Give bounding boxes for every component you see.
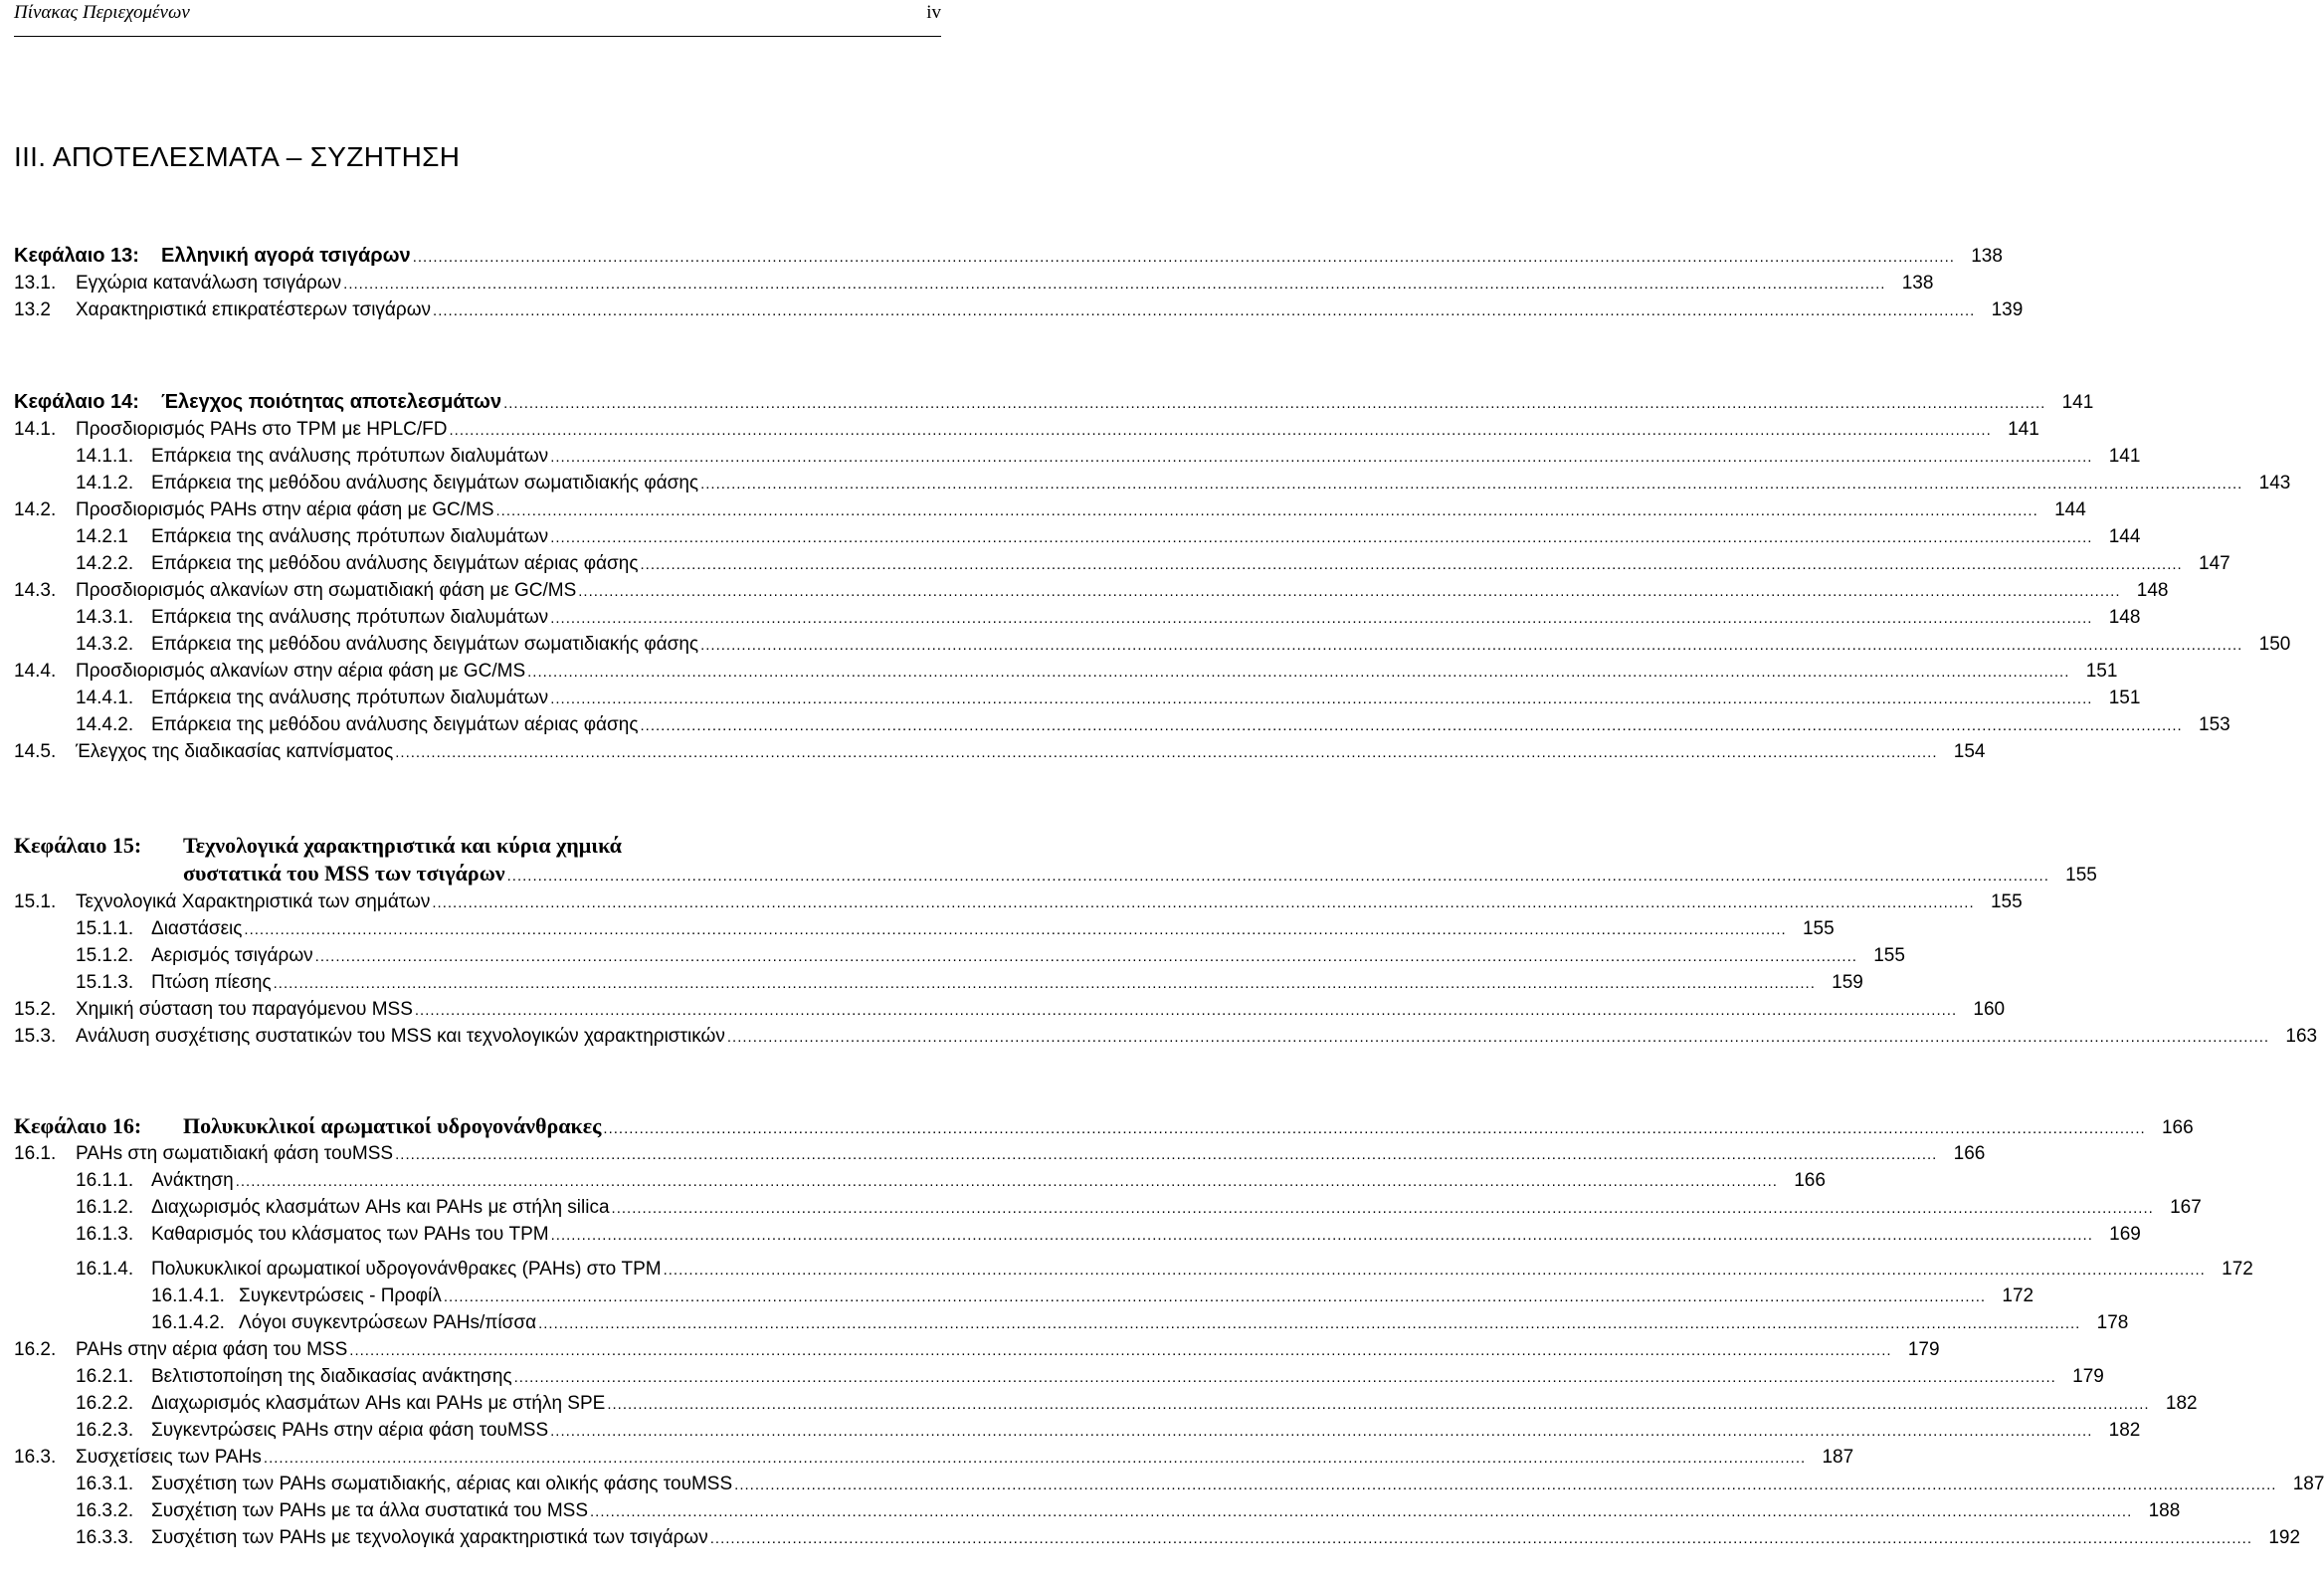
dot-leader: ............................................................................................................................................................................................................................................................................................................ — [663, 1262, 2206, 1279]
dot-leader: ............................................................................................................................................................................................................................................................................................................ — [700, 476, 2243, 493]
toc-entry-title: Εγχώρια κατανάλωση τσιγάρων — [76, 273, 342, 294]
toc-entry-page: 179 — [2072, 1366, 2104, 1387]
toc-entry-title: Πολυκυκλικοί αρωματικοί υδρογονάνθρακες (PAHs) στο TPM — [151, 1259, 662, 1280]
toc-entry-title: Τεχνολογικά χαρακτηριστικά και κύρια χημικά — [183, 833, 622, 858]
toc-entry-number: 14.2.1 — [76, 526, 128, 547]
toc-entry-title: Διαχωρισμός κλασμάτων AHs και PAHs με στήλη SPE — [151, 1393, 606, 1414]
toc-entry-page: 166 — [1794, 1170, 1826, 1191]
toc-entry[interactable] — [14, 243, 2003, 270]
toc-entry-title: Πολυκυκλικοί αρωματικοί υδρογονάνθρακες — [183, 1113, 602, 1138]
toc-entry-page: 155 — [2065, 865, 2097, 886]
header-title: Πίνακας Περιεχομένων — [14, 2, 190, 23]
toc-entry[interactable] — [14, 470, 2291, 496]
toc-entry-page: 187 — [2292, 1474, 2324, 1494]
toc-entry-title: Χαρακτηριστικά επικρατέστερων τσιγάρων — [76, 299, 432, 320]
toc-entry[interactable] — [14, 296, 2024, 323]
dot-leader: ............................................................................................................................................................................................................................................................................................................ — [244, 921, 1787, 938]
toc-entry-number: 16.3. — [14, 1447, 57, 1468]
toc-entry-page: 178 — [2096, 1312, 2129, 1333]
dot-leader: ............................................................................................................................................................................................................................................................................................................ — [443, 1288, 1987, 1305]
dot-leader: ............................................................................................................................................................................................................................................................................................................ — [412, 249, 1955, 266]
toc-entry-page: 143 — [2258, 473, 2291, 493]
toc-entry-number: 15.1.1. — [76, 918, 134, 939]
toc-entry-number: 14.5. — [14, 741, 57, 762]
toc-entry[interactable] — [14, 1023, 2318, 1050]
toc-entry-number: Κεφάλαιο 13: — [14, 245, 139, 267]
toc-entry-number: 16.1.4.2. — [151, 1312, 225, 1333]
toc-entry[interactable] — [14, 711, 2230, 738]
toc-entry-page: 169 — [2109, 1224, 2141, 1245]
toc-entry-title: Τεχνολογικά Χαρακτηριστικά των σημάτων — [76, 891, 431, 912]
toc-entry-number: 14.4.2. — [76, 714, 134, 735]
toc-entry-title: Διαστάσεις — [151, 918, 243, 939]
dot-leader: ............................................................................................................................................................................................................................................................................................................ — [611, 1200, 2154, 1217]
toc-entry[interactable] — [14, 416, 2039, 443]
toc-entry-page: 153 — [2199, 714, 2230, 735]
toc-entry[interactable] — [14, 389, 2094, 416]
dot-leader: ............................................................................................................................................................................................................................................................................................................ — [607, 1396, 2150, 1413]
toc-entry-page: 182 — [2165, 1393, 2198, 1414]
toc-entry-number: Κεφάλαιο 16: — [14, 1113, 142, 1138]
toc-entry-title: Επάρκεια της ανάλυσης πρότυπων διαλυμάτων — [151, 526, 549, 547]
toc-entry-title: Επάρκεια της ανάλυσης πρότυπων διαλυμάτων — [151, 607, 549, 628]
dot-leader: ............................................................................................................................................................................................................................................................................................................ — [349, 1342, 1892, 1359]
toc-entry[interactable] — [14, 577, 2169, 604]
toc-entry-title: Έλεγχος της διαδικασίας καπνίσματος — [76, 741, 394, 762]
dot-leader: ............................................................................................................................................................................................................................................................................................................ — [433, 302, 1976, 319]
toc-entry[interactable] — [14, 523, 2141, 550]
toc-entry-page: 144 — [2054, 499, 2086, 520]
toc-entry-title: Συσχέτιση των PAHs με τεχνολογικά χαρακτηριστικά των τσιγάρων — [151, 1527, 708, 1548]
toc-entry-number: 15.2. — [14, 999, 57, 1020]
toc-entry-number: 14.2. — [14, 499, 57, 520]
toc-entry-title: Καθαρισμός του κλάσματος των PAHs του TPM — [151, 1224, 549, 1245]
toc-entry-title: Επάρκεια της μεθόδου ανάλυσης δειγμάτων αέριας φάσης — [151, 553, 639, 574]
toc-entry-page: 147 — [2199, 553, 2230, 574]
dot-leader: ............................................................................................................................................................................................................................................................................................................ — [590, 1503, 2133, 1520]
toc-entry-title: Ανάκτηση — [151, 1170, 234, 1191]
dot-leader: ............................................................................................................................................................................................................................................................................................................ — [235, 1173, 1778, 1190]
toc-entry-page: 148 — [2108, 607, 2141, 628]
toc-entry-title: Συγκεντρώσεις - Προφίλ — [239, 1285, 442, 1306]
toc-entry-number: 13.2 — [14, 299, 51, 320]
toc-entry[interactable] — [14, 1497, 2181, 1524]
toc-entry-title: Προσδιορισμός αλκανίων στη σωματιδιακή φάση με GC/MS — [76, 580, 577, 601]
dot-leader: ............................................................................................................................................................................................................................................................................................................ — [449, 422, 1992, 439]
toc-entry-number: Κεφάλαιο 14: — [14, 391, 139, 413]
toc-entry-page: 159 — [1832, 972, 1863, 993]
toc-entry-number: 15.1.3. — [76, 972, 134, 993]
toc-entry-number: 14.3.2. — [76, 634, 134, 655]
toc-entry-number: 14.3. — [14, 580, 57, 601]
toc-entry-page: 151 — [2108, 688, 2141, 708]
dot-leader: ............................................................................................................................................................................................................................................................................................................ — [734, 1477, 2277, 1493]
dot-leader: ............................................................................................................................................................................................................................................................................................................ — [550, 610, 2093, 627]
toc-entry-page: 144 — [2108, 526, 2141, 547]
toc-entry[interactable] — [14, 631, 2291, 658]
toc-entry-page: 155 — [1990, 891, 2023, 912]
toc-entry-title: Ανάλυση συσχέτισης συστατικών του MSS και τεχνολογικών χαρακτηριστικών — [76, 1026, 725, 1047]
dot-leader: ............................................................................................................................................................................................................................................................................................................ — [550, 449, 2093, 466]
dot-leader: ............................................................................................................................................................................................................................................................................................................ — [578, 583, 2121, 600]
toc-entry-title: Προσδιορισμός PAHs στην αέρια φάση με GC/MS — [76, 499, 494, 520]
toc-entry-page: 155 — [1873, 945, 1905, 966]
toc-entry-title: Επάρκεια της ανάλυσης πρότυπων διαλυμάτων — [151, 688, 549, 708]
toc-entry[interactable] — [14, 1140, 1986, 1167]
toc-entry-number: 15.1.2. — [76, 945, 134, 966]
toc-entry-page: 166 — [2161, 1117, 2194, 1138]
toc-entry-title: Συσχετίσεις των PAHs — [76, 1447, 262, 1468]
toc-entry-number: Κεφάλαιο 15: — [14, 833, 142, 858]
toc-entry-title: Διαχωρισμός κλασμάτων AHs και PAHs με στήλη silica — [151, 1197, 610, 1218]
dot-leader: ............................................................................................................................................................................................................................................................................................................ — [640, 556, 2183, 573]
dot-leader: ............................................................................................................................................................................................................................................................................................................ — [527, 664, 2070, 681]
dot-leader: ............................................................................................................................................................................................................................................................................................................ — [432, 894, 1975, 911]
toc-entry[interactable] — [14, 685, 2141, 711]
toc-entry-title: Συσχέτιση των PAHs με τα άλλα συστατικά του MSS — [151, 1500, 589, 1521]
toc-entry[interactable] — [14, 942, 1905, 969]
toc-entry-page: 139 — [1991, 299, 2024, 320]
toc-entry-page: 167 — [2170, 1197, 2202, 1218]
toc-entry-page: 141 — [2061, 392, 2094, 413]
toc-entry-number: 16.3.3. — [76, 1527, 134, 1548]
toc-entry[interactable] — [14, 969, 1863, 996]
toc-entry-title: PAHs στην αέρια φάση του MSS — [76, 1339, 348, 1360]
toc-entry-number: 16.2.1. — [76, 1366, 134, 1387]
toc-entry-page: 141 — [2008, 419, 2039, 440]
toc-entry-number: 14.4.1. — [76, 688, 134, 708]
dot-leader: ............................................................................................................................................................................................................................................................................................................ — [538, 1315, 2081, 1332]
toc-entry-page: 172 — [2222, 1259, 2253, 1280]
toc-entry-number: 16.1.4. — [76, 1259, 134, 1280]
toc-entry-page: 151 — [2085, 661, 2118, 682]
toc-entry[interactable] — [14, 1417, 2141, 1444]
toc-entry[interactable] — [14, 1524, 2301, 1551]
toc-entry-number: 15.1. — [14, 891, 57, 912]
dot-leader: ............................................................................................................................................................................................................................................................................................................ — [709, 1530, 2253, 1547]
toc-entry[interactable] — [14, 658, 2118, 685]
toc-entry[interactable] — [14, 1283, 2034, 1309]
toc-entry-number: 14.1. — [14, 419, 57, 440]
dot-leader: ............................................................................................................................................................................................................................................................................................................ — [395, 744, 1938, 761]
dot-leader: ............................................................................................................................................................................................................................................................................................................ — [414, 1002, 1958, 1019]
toc-entry-title: Προσδιορισμός αλκανίων στην αέρια φάση με GC/MS — [76, 661, 526, 682]
toc-entry-page: 160 — [1973, 999, 2006, 1020]
toc-entry[interactable] — [14, 915, 1835, 942]
toc-entry-number: 16.1.3. — [76, 1224, 134, 1245]
toc-entry-number: 16.2. — [14, 1339, 57, 1360]
dot-leader: ............................................................................................................................................................................................................................................................................................................ — [700, 637, 2243, 654]
toc-entry-page: 148 — [2136, 580, 2169, 601]
toc-entry[interactable] — [14, 1256, 2253, 1283]
toc-entry-page: 138 — [1901, 273, 1934, 294]
toc-entry-page: 154 — [1953, 741, 1986, 762]
toc-entry-title: Ελληνική αγορά τσιγάρων — [161, 245, 411, 267]
dot-leader: ............................................................................................................................................................................................................................................................................................................ — [550, 529, 2093, 546]
toc-entry[interactable] — [14, 270, 1934, 296]
toc-entry[interactable] — [14, 1363, 2104, 1390]
dot-leader: ............................................................................................................................................................................................................................................................................................................ — [273, 975, 1816, 992]
toc-entry[interactable] — [14, 832, 941, 859]
toc-entry-title: Επάρκεια της μεθόδου ανάλυσης δειγμάτων αέριας φάσης — [151, 714, 639, 735]
toc-entry[interactable] — [14, 1167, 1826, 1194]
toc-entry-number: 16.1. — [14, 1143, 57, 1164]
toc-entry-number: 16.2.2. — [76, 1393, 134, 1414]
toc-entry-page: 192 — [2268, 1527, 2301, 1548]
toc-entry-title: Συσχέτιση των PAHs σωματιδιακής, αέριας και ολικής φάσης τουMSS — [151, 1474, 733, 1494]
dot-leader: ............................................................................................................................................................................................................................................................................................................ — [726, 1029, 2270, 1046]
toc-entry[interactable] — [14, 1390, 2198, 1417]
toc-entry-number: 16.2.3. — [76, 1420, 134, 1441]
dot-leader: ............................................................................................................................................................................................................................................................................................................ — [263, 1450, 1807, 1467]
toc-entry-title: Λόγοι συγκεντρώσεων PAHs/πίσσα — [239, 1312, 537, 1333]
dot-leader: ............................................................................................................................................................................................................................................................................................................ — [314, 948, 1857, 965]
toc-entry-title: Επάρκεια της μεθόδου ανάλυσης δειγμάτων σωματιδιακής φάσης — [151, 634, 699, 655]
toc-entry[interactable] — [14, 1112, 2194, 1139]
toc-entry-number: 16.1.2. — [76, 1197, 134, 1218]
dot-leader: ............................................................................................................................................................................................................................................................................................................ — [495, 502, 2038, 519]
toc-entry-title: Προσδιορισμός PAHs στο TPM με HPLC/FD — [76, 419, 448, 440]
dot-leader: ............................................................................................................................................................................................................................................................................................................ — [550, 691, 2093, 707]
toc-entry[interactable] — [14, 1221, 2141, 1248]
toc-entry-number: 16.1.4.1. — [151, 1285, 225, 1306]
toc-entry-number: 16.3.1. — [76, 1474, 134, 1494]
toc-entry-page: 188 — [2148, 1500, 2181, 1521]
toc-entry-page: 172 — [2002, 1285, 2034, 1306]
toc-entry-page: 179 — [1907, 1339, 1940, 1360]
toc-entry-number: 14.3.1. — [76, 607, 134, 628]
toc-entry-number: 15.3. — [14, 1026, 57, 1047]
toc-entry[interactable] — [14, 443, 2141, 470]
toc-entry-page: 141 — [2108, 446, 2141, 467]
toc-entry-page: 187 — [1822, 1447, 1854, 1468]
dot-leader: ............................................................................................................................................................................................................................................................................................................ — [506, 868, 2049, 885]
dot-leader: ............................................................................................................................................................................................................................................................................................................ — [395, 1146, 1938, 1163]
toc-entry-number: 14.1.2. — [76, 473, 134, 493]
toc-entry-title: PAHs στη σωματιδιακή φάση τουMSS — [76, 1143, 394, 1164]
toc-entry[interactable] — [14, 1309, 2129, 1336]
dot-leader: ............................................................................................................................................................................................................................................................................................................ — [513, 1369, 2056, 1386]
toc-entry[interactable] — [14, 1471, 2324, 1497]
dot-leader: ............................................................................................................................................................................................................................................................................................................ — [640, 717, 2183, 734]
toc-entry[interactable] — [14, 888, 2023, 915]
toc-entry-title: Πτώση πίεσης — [151, 972, 272, 993]
toc-entry-number: 14.4. — [14, 661, 57, 682]
toc-entry[interactable] — [14, 604, 2141, 631]
toc-entry[interactable] — [14, 550, 2230, 577]
toc-entry-page: 138 — [1971, 246, 2003, 267]
toc-entry-page: 155 — [1802, 918, 1835, 939]
header-page-number: iv — [926, 2, 941, 23]
toc-entry-title: Βελτιστοποίηση της διαδικασίας ανάκτησης — [151, 1366, 512, 1387]
toc-entry-page: 166 — [1953, 1143, 1986, 1164]
toc-entry[interactable] — [14, 996, 2006, 1023]
toc-entry-number: 16.3.2. — [76, 1500, 134, 1521]
dot-leader: ............................................................................................................................................................................................................................................................................................................ — [603, 1120, 2146, 1137]
toc-entry-title: Επάρκεια της μεθόδου ανάλυσης δειγμάτων σωματιδιακής φάσης — [151, 473, 699, 493]
toc-entry-title: Επάρκεια της ανάλυσης πρότυπων διαλυμάτων — [151, 446, 549, 467]
toc-entry-title: Αερισμός τσιγάρων — [151, 945, 313, 966]
dot-leader: ............................................................................................................................................................................................................................................................................................................ — [343, 276, 1886, 293]
toc-entry-number: 14.1.1. — [76, 446, 134, 467]
dot-leader: ............................................................................................................................................................................................................................................................................................................ — [503, 395, 2046, 412]
running-header — [14, 0, 941, 37]
toc-entry-title: Χημική σύσταση του παραγόμενου MSS — [76, 999, 413, 1020]
toc-entry-page: 182 — [2108, 1420, 2141, 1441]
toc-entry[interactable] — [14, 860, 2097, 887]
toc-entry-number: 16.1.1. — [76, 1170, 134, 1191]
toc-entry-page: 150 — [2258, 634, 2291, 655]
toc-entry-page: 163 — [2285, 1026, 2318, 1047]
toc-entry[interactable] — [14, 738, 1986, 765]
toc-entry-title: συστατικά του MSS των τσιγάρων — [183, 861, 505, 886]
toc-entry-title: Συγκεντρώσεις PAHs στην αέρια φάση τουMSS — [151, 1420, 549, 1441]
toc-entry-number: 14.2.2. — [76, 553, 134, 574]
dot-leader: ............................................................................................................................................................................................................................................................................................................ — [550, 1227, 2093, 1244]
toc-entry[interactable] — [14, 1194, 2202, 1221]
toc-entry[interactable] — [14, 496, 2086, 523]
toc-entry[interactable] — [14, 1336, 1940, 1363]
toc-entry[interactable] — [14, 1444, 1854, 1471]
toc-entry-title: Έλεγχος ποιότητας αποτελεσμάτων — [161, 391, 502, 413]
dot-leader: ............................................................................................................................................................................................................................................................................................................ — [550, 1423, 2093, 1440]
toc-entry-number: 13.1. — [14, 273, 57, 294]
part-title: ΙΙΙ. ΑΠΟΤΕΛΕΣΜΑΤΑ – ΣΥΖΗΤΗΣΗ — [14, 141, 461, 172]
